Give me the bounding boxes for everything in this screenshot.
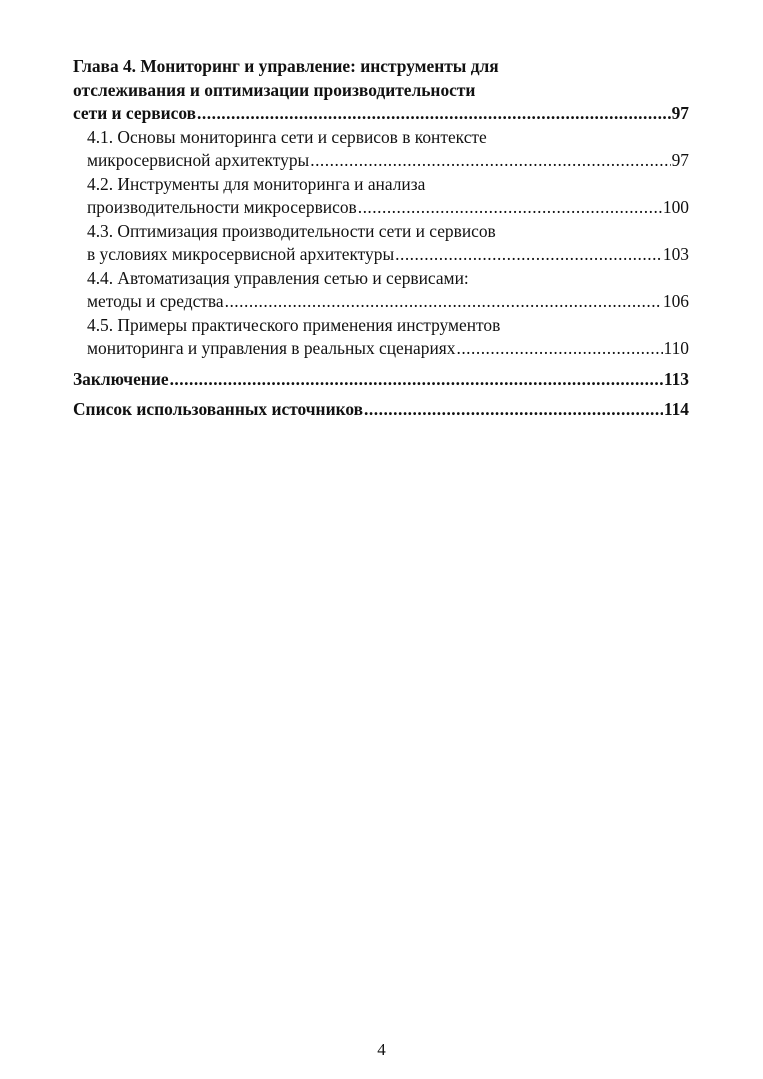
toc-conclusion-leader-line [73, 368, 689, 392]
dot-leader [358, 196, 662, 220]
toc-chapter-4-title-line-1: Глава 4. Мониторинг и управление: инструменты для [73, 56, 499, 76]
toc-section-leader-line [87, 149, 689, 173]
toc-conclusion[interactable] [73, 368, 689, 392]
toc-section-4-3[interactable] [73, 220, 689, 267]
toc-section-4-4[interactable] [73, 267, 689, 314]
toc-section-leader-line [87, 196, 689, 220]
toc-section-title-line-1: 4.5. Примеры практического применения инструментов [87, 314, 501, 335]
dot-leader [364, 398, 663, 422]
toc-section-page: 106 [662, 291, 689, 311]
toc-section-4-5[interactable] [73, 314, 689, 361]
toc-section-page: 110 [663, 338, 689, 358]
toc-conclusion-page: 113 [663, 368, 689, 389]
toc-references-label: Список использованных источников [73, 399, 364, 419]
toc-section-title-line-1: 4.3. Оптимизация производительности сети и сервисов [87, 220, 496, 241]
toc-section-title-line-1: 4.2. Инструменты для мониторинга и анализа [87, 173, 426, 194]
dot-leader [395, 243, 662, 267]
page-number: 4 [377, 1040, 386, 1059]
toc-section-title-line-2: в условиях микросервисной архитектуры [87, 244, 395, 264]
toc-section-page: 100 [662, 197, 689, 217]
dot-leader [310, 149, 670, 173]
toc-section-page: 97 [671, 150, 689, 170]
dot-leader [225, 290, 662, 314]
toc-section-4-2[interactable] [73, 173, 689, 220]
toc-section-leader-line [87, 337, 689, 361]
toc-section-leader-line [87, 290, 689, 314]
toc-references[interactable] [73, 398, 689, 422]
dot-leader [170, 368, 663, 392]
toc-section-4-1[interactable] [73, 126, 689, 173]
toc-chapter-4[interactable] [73, 55, 689, 126]
dot-leader [197, 102, 671, 126]
toc-section-page: 103 [662, 244, 689, 264]
toc-section-title-line-2: производительности микросервисов [87, 197, 357, 217]
toc-section-title-line-1: 4.4. Автоматизация управления сетью и сервисами: [87, 267, 469, 288]
toc-chapter-4-title-line-3: сети и сервисов [73, 103, 197, 123]
dot-leader [456, 337, 662, 361]
toc-section-title-line-1: 4.1. Основы мониторинга сети и сервисов в контексте [87, 126, 487, 147]
table-of-contents [73, 55, 689, 422]
toc-section-title-line-2: микросервисной архитектуры [87, 150, 310, 170]
toc-references-page: 114 [663, 399, 689, 419]
toc-section-title-line-2: методы и средства [87, 291, 224, 311]
toc-chapter-4-title-line-2: отслеживания и оптимизации производительности [73, 79, 476, 100]
toc-section-title-line-2: мониторинга и управления в реальных сценариях [87, 338, 456, 358]
toc-section-leader-line [87, 243, 689, 267]
toc-conclusion-label: Заключение [73, 368, 169, 389]
toc-chapter-4-page: 97 [671, 103, 689, 123]
toc-references-leader-line [73, 398, 689, 422]
toc-chapter-4-leader-line [73, 102, 689, 126]
